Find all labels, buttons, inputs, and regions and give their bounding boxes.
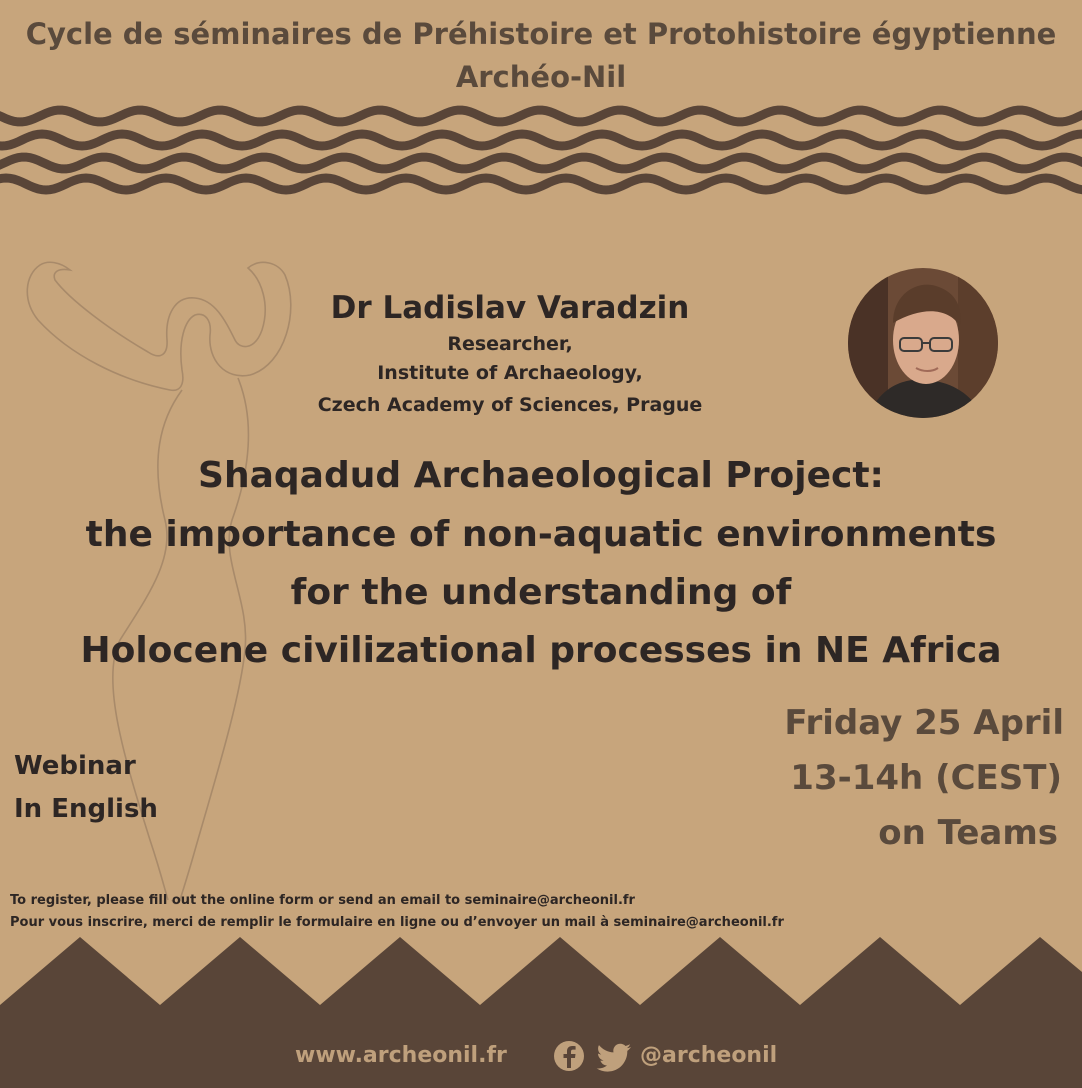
talk-title-line-1: Shaqadud Archaeological Project: xyxy=(198,455,884,496)
facebook-icon[interactable] xyxy=(552,1038,586,1074)
speaker-institution-location: Czech Academy of Sciences, Prague xyxy=(317,394,703,416)
twitter-icon[interactable] xyxy=(596,1038,634,1074)
registration-french: Pour vous inscrire, merci de remplir le formulaire en ligne ou d’envoyer un mail à seminaire@archeonil.fr xyxy=(10,915,784,930)
talk-title-line-2: the importance of non-aquatic environments xyxy=(85,514,997,555)
speaker-role: Researcher, xyxy=(447,333,573,355)
series-title: Cycle de séminaires de Préhistoire et Protohistoire égyptienne xyxy=(25,17,1057,51)
language-label: In English xyxy=(14,794,158,824)
speaker-name: Dr Ladislav Varadzin xyxy=(330,290,690,326)
event-time: 13-14h (CEST) xyxy=(790,758,1062,798)
talk-title-line-4: Holocene civilizational processes in NE Africa xyxy=(80,630,1002,671)
speaker-institute: Institute of Archaeology, xyxy=(377,362,643,384)
event-platform: on Teams xyxy=(878,813,1058,853)
website-link[interactable]: www.archeonil.fr xyxy=(295,1043,507,1068)
event-date: Friday 25 April xyxy=(784,703,1064,743)
series-name: Archéo-Nil xyxy=(455,60,627,94)
webinar-label: Webinar xyxy=(14,751,136,781)
social-handle[interactable]: @archeonil xyxy=(640,1043,778,1068)
talk-title-line-3: for the understanding of xyxy=(290,572,792,613)
registration-english: To register, please fill out the online form or send an email to seminaire@archeonil.fr xyxy=(10,893,635,908)
